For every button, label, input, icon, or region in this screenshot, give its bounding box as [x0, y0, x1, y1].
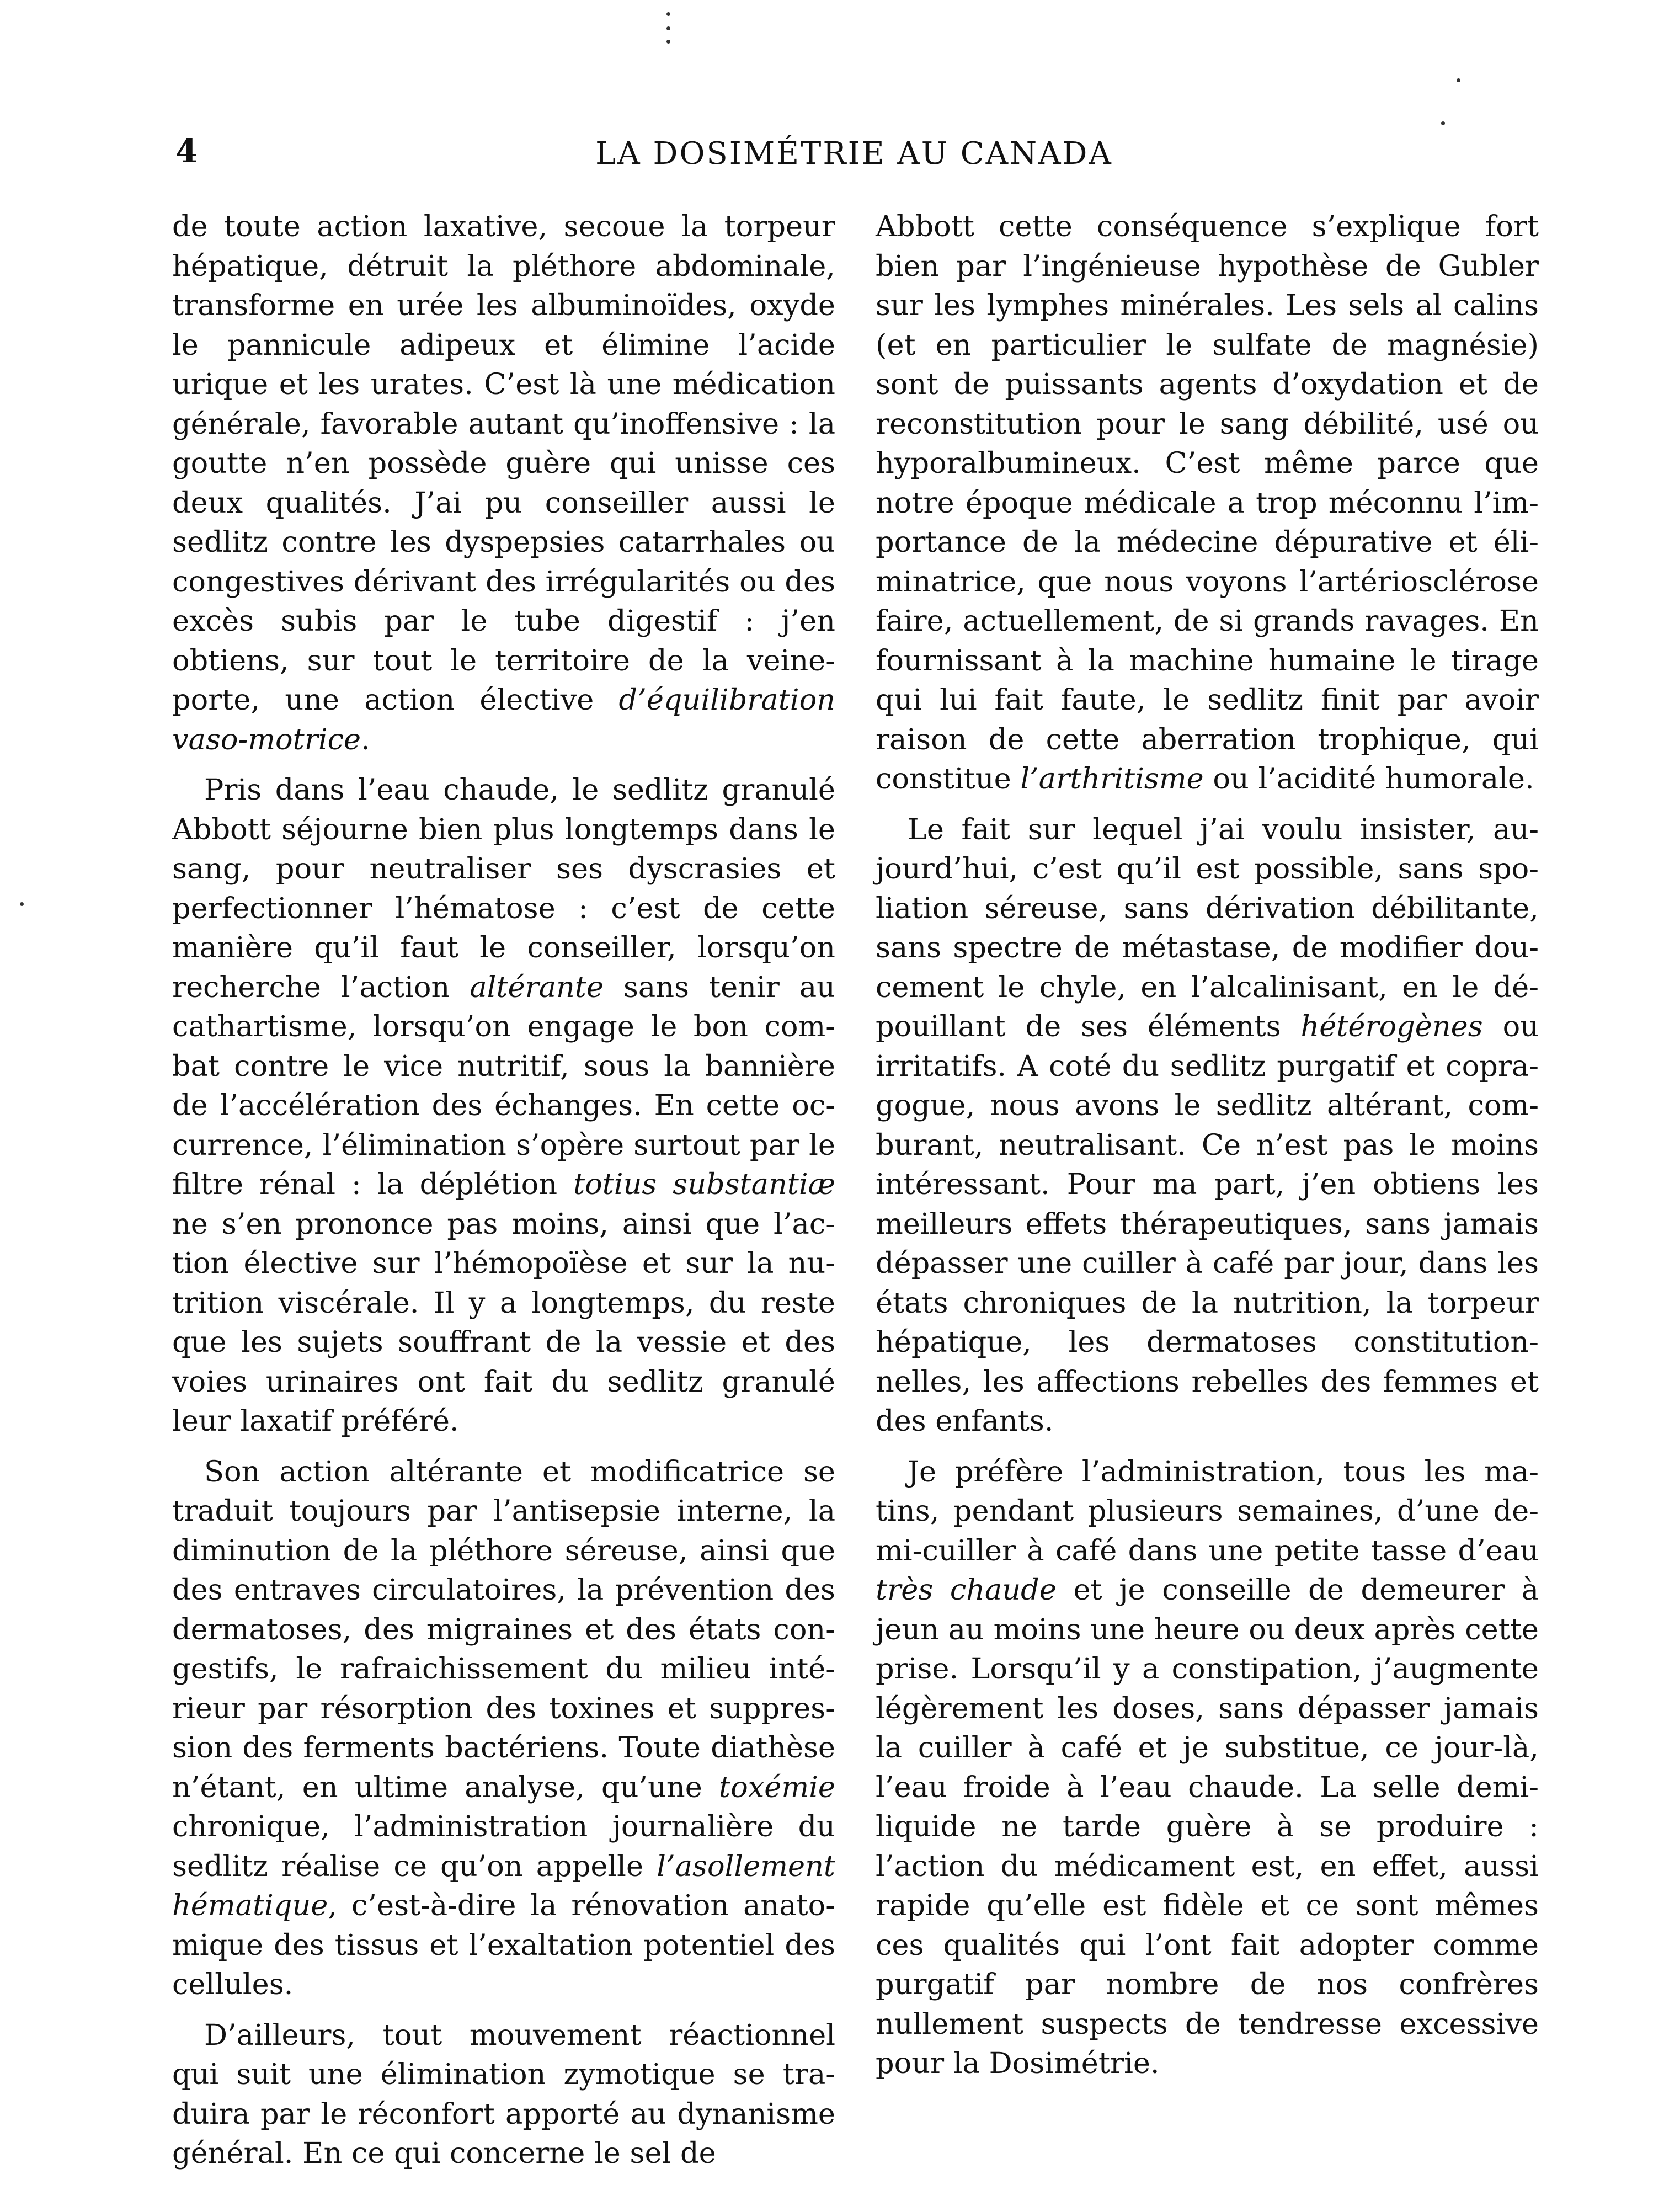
page-header [175, 132, 1533, 193]
text-run: , c’est-à-dire la rénovation anatomique des tissus et l’exaltation potentiel des cellules. [172, 1889, 835, 2001]
scan-speck [666, 26, 670, 30]
paragraph [876, 207, 1539, 799]
text-run: Abbott cette conséquence s’explique fort bien par l’ingénieuse hypothèse de Gubler sur les lymphes minérales. Les sels al calins (et en particulier le sulfate de magnésie) sont de puissants agents d’oxydation et de reconstitution pour le sang débilité, usé ou hyporalbumineux. C’est même parce que notre époque médicale a trop méconnu l’importance de la médecine dépurative et éliminatrice, que nous voyons l’artériosclérose faire, actuellement, de si grands ravages. En fournissant à la machine humaine le tirage qui lui fait faute, le sedlitz finit par avoir raison de cette aberration trophique, qui constitue [876, 210, 1539, 796]
italic-text: toxémie [718, 1770, 835, 1804]
italic-text: l’asollement hématique [172, 1849, 835, 1922]
page-number: 4 [175, 132, 198, 170]
text-run: ou irritatifs. A coté du sedlitz purgatif et copragogue, nous avons le sedlitz altérant, comburant, neutralisant. Ce n’est pas le moins intéressant. Pour ma part, j’en obtiens les meilleurs effets thérapeutiques, sans jamais dépasser une cuiller à café par jour, dans les états chroniques de la nutrition, la torpeur hépatique, les dermatoses constitutionnelles, les affections rebelles des femmes et des enfants. [876, 1010, 1539, 1438]
paragraph [172, 207, 835, 759]
paragraph [172, 1452, 835, 2005]
text-run: . [361, 722, 370, 756]
scan-speck [1457, 78, 1460, 82]
scan-speck [666, 40, 670, 44]
running-title: LA DOSIMÉTRIE AU CANADA [595, 136, 1113, 172]
text-run: Son action altérante et modificatrice se traduit toujours par l’antisepsie interne, la diminution de la pléthore séreuse, ainsi que des entraves circulatoires, la prévention des dermatoses, des migraines et des états congestifs, le rafraichissement du milieu intérieur par résorption des toxines et suppression des ferments bactériens. Toute diathèse n’étant, en ultime analyse, qu’une [172, 1454, 835, 1804]
italic-text: totius substantiæ [573, 1168, 836, 1201]
text-run: ne s’en prononce pas moins, ainsi que l’action élective sur l’hémopoïèse et sur la nutrition viscérale. Il y a longtemps, du reste que les sujets souffrant de la vessie et des voies urinaires ont fait du sedlitz granulé leur laxatif préféré. [172, 1207, 835, 1438]
left-column [172, 207, 835, 2173]
right-column [876, 207, 1539, 2083]
text-run: sans tenir au cathartisme, lorsqu’on engage le bon combat contre le vice nutritif, sous la bannière de l’accélération des échanges. En cette occurrence, l’élimination s’opère surtout par le filtre rénal : la déplétion [172, 970, 835, 1201]
paragraph [876, 810, 1539, 1441]
text-run: Pris dans l’eau chaude, le sedlitz granulé Abbott séjourne bien plus longtemps dans le sang, pour neutraliser ses dyscrasies et perfectionner l’hématose : c’est de cette manière qu’il faut le conseiller, lorsqu’on recherche l’action [172, 773, 835, 1004]
text-run: ou l’acidité humorale. [1203, 762, 1534, 796]
text-run: de toute action laxative, secoue la torpeur hépatique, détruit la pléthore abdominale, transforme en urée les albuminoïdes, oxyde le pannicule adipeux et élimine l’acide urique et les urates. C’est là une médication générale, favorable autant qu’inoffensive : la goutte n’en possède guère qui unisse ces deux qualités. J’ai pu conseiller aussi le sedlitz contre les dyspepsies catarrhales ou congestives dérivant des irrégularités ou des excès subis par le tube digestif : j’en obtiens, sur tout le territoire de la veine-porte, une action élective [172, 210, 835, 717]
paragraph [172, 770, 835, 1441]
scan-speck [666, 12, 670, 16]
text-run: chronique, l’administration journalière du sedlitz réalise ce qu’on appelle [172, 1810, 835, 1883]
paragraph [172, 2016, 835, 2173]
text-run: Je préfère l’administration, tous les matins, pendant plusieurs semaines, d’une demi-cuiller à café dans une petite tasse d’eau [876, 1454, 1539, 1568]
italic-text: l’arthritisme [1020, 762, 1204, 796]
scan-speck [1441, 121, 1445, 125]
italic-text: altérante [470, 970, 604, 1004]
italic-text: d’équilibration vaso-motrice [172, 683, 835, 756]
italic-text: très chaude [876, 1573, 1057, 1607]
paragraph [876, 1452, 1539, 2083]
italic-text: hétérogènes [1300, 1010, 1483, 1043]
scan-speck [20, 902, 24, 906]
text-run: Le fait sur lequel j’ai voulu insister, aujourd’hui, c’est qu’il est possible, sans spoliation séreuse, sans dérivation débilitante, sans spectre de métastase, de modifier doucement le chyle, en l’alcalinisant, en le dépouillant de ses éléments [876, 812, 1539, 1043]
text-run: D’ailleurs, tout mouvement réactionnel qui suit une élimination zymotique se traduira par le réconfort apporté au dynanisme général. En ce qui concerne le sel de [172, 2018, 835, 2170]
text-run: et je conseille de demeurer à jeun au moins une heure ou deux après cette prise. Lorsqu’il y a constipation, j’augmente légèrement les doses, sans dépasser jamais la cuiller à café et je substitue, ce jour-là, l’eau froide à l’eau chaude. La selle demi-liquide ne tarde guère à se produire : l’action du médicament est, en effet, aussi rapide qu’elle est fidèle et ce sont mêmes ces qualités qui l’ont fait adopter comme purgatif par nombre de nos confrères nullement suspects de tendresse excessive pour la Dosimétrie. [876, 1573, 1539, 2080]
